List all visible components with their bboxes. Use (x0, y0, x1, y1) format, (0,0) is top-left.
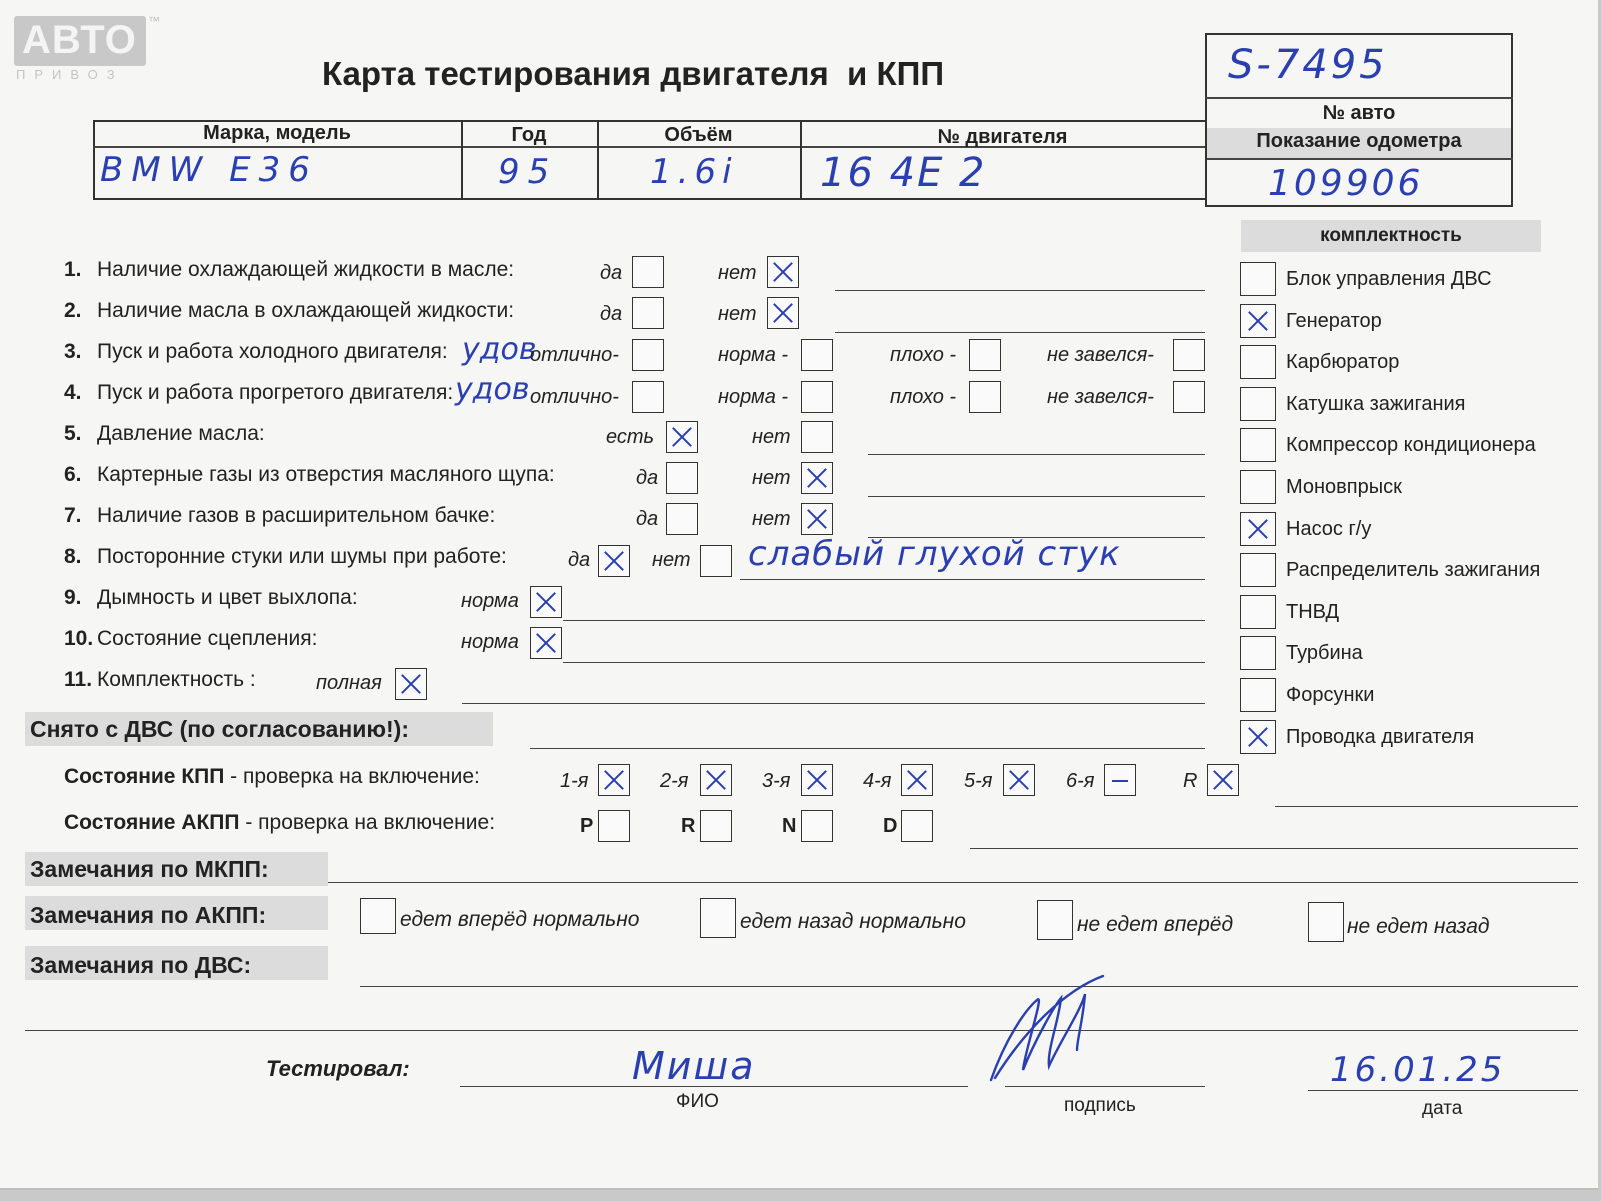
check-4-opt-4: не завелся- (1047, 386, 1154, 408)
tested-by-label: Тестировал: (266, 1056, 410, 1081)
check-1-box-b[interactable] (767, 256, 799, 288)
year-value: 95 (498, 152, 558, 192)
check-11-box-a[interactable] (395, 668, 427, 700)
check-1-label: Наличие охлаждающей жидкости в масле: (97, 258, 515, 281)
check-3-box-3[interactable] (969, 339, 1001, 371)
check-mark-icon (530, 586, 562, 618)
check-7-number: 7. (64, 504, 82, 527)
mkpp-remarks-label: Замечания по МКПП: (30, 856, 269, 882)
akpp-opt-4-box[interactable] (1308, 902, 1344, 942)
check-9-number: 9. (64, 586, 82, 609)
check-1-box-a[interactable] (632, 256, 664, 288)
check-3-number: 3. (64, 340, 82, 363)
check-1-opt-b: нет (718, 262, 757, 284)
check-mark-icon (767, 297, 799, 329)
check-3-opt-2: норма - (718, 344, 789, 366)
check-mark-icon (700, 764, 732, 796)
check-3-opt-4: не завелся- (1047, 344, 1154, 366)
watermark-sub: ПРИВОЗ (16, 67, 124, 82)
gear-6-label: 6-я (1066, 770, 1095, 792)
completeness-label-1: Блок управления ДВС (1286, 268, 1492, 290)
gear-6-box[interactable] (1104, 764, 1136, 796)
mode-n-box[interactable] (801, 810, 833, 842)
mode-p-label: P (580, 815, 594, 837)
completeness-title: комплектность (1320, 225, 1462, 246)
check-5-box-a[interactable] (666, 421, 698, 453)
completeness-box-9[interactable] (1240, 595, 1276, 629)
gear-r-label: R (1183, 770, 1198, 792)
watermark-logo (14, 16, 146, 66)
check-mark-icon (598, 545, 630, 577)
fio-value: Миша (632, 1044, 756, 1088)
check-4-opt-1: отлично- (530, 386, 619, 408)
completeness-label-8: Распределитель зажигания (1286, 559, 1541, 581)
check-2-opt-b: нет (718, 303, 757, 325)
akpp-opt-3-label: не едет вперёд (1077, 913, 1234, 936)
kpp-label (64, 765, 480, 789)
kpp-label-rest: - проверка на включение: (224, 765, 480, 788)
completeness-label-12: Проводка двигателя (1286, 726, 1475, 748)
check-mark-icon (395, 668, 427, 700)
akpp-opt-4-label: не едет назад (1347, 915, 1490, 938)
gear-2-label: 2-я (660, 770, 689, 792)
check-7-opt-a: да (636, 508, 659, 530)
check-6-box-a[interactable] (666, 462, 698, 494)
completeness-box-1[interactable] (1240, 262, 1276, 296)
check-3-label: Пуск и работа холодного двигателя: (97, 340, 448, 363)
check-4-box-1[interactable] (632, 381, 664, 413)
check-3-box-2[interactable] (801, 339, 833, 371)
page-title: Карта тестирования двигателя и КПП (322, 55, 945, 92)
check-6-opt-a: да (636, 467, 659, 489)
check-mark-icon (530, 627, 562, 659)
engine-value: 16 4E 2 (820, 150, 987, 196)
gear-3-box[interactable] (801, 764, 833, 796)
signature-caption: подпись (1064, 1095, 1136, 1116)
signature-icon (985, 970, 1125, 1090)
gear-r-box[interactable] (1207, 764, 1239, 796)
check-mark-icon (1242, 305, 1274, 337)
odometer-value: 109906 (1268, 163, 1424, 204)
auto-number-label: № авто (1322, 102, 1396, 124)
date-value: 16.01.25 (1330, 1050, 1506, 1090)
mode-p-box[interactable] (598, 810, 630, 842)
gear-1-box[interactable] (598, 764, 630, 796)
check-5-number: 5. (64, 422, 82, 445)
check-11-opt-a: полная (316, 672, 382, 694)
mode-d-box[interactable] (901, 810, 933, 842)
check-3-box-4[interactable] (1173, 339, 1205, 371)
check-4-box-2[interactable] (801, 381, 833, 413)
completeness-box-7[interactable] (1240, 512, 1276, 546)
akpp-opt-2-box[interactable] (700, 898, 736, 938)
akpp-label-rest: - проверка на включение: (239, 811, 496, 834)
akpp-opt-3-box[interactable] (1037, 900, 1073, 940)
removed-label: Снято с ДВС (по согласованию!): (30, 716, 409, 742)
check-3-opt-1: отлично- (530, 344, 619, 366)
check-2-box-a[interactable] (632, 297, 664, 329)
check-2-number: 2. (64, 299, 82, 322)
check-2-opt-a: да (600, 303, 623, 325)
check-mark-icon (767, 256, 799, 288)
completeness-box-2[interactable] (1240, 304, 1276, 338)
check-2-box-b[interactable] (767, 297, 799, 329)
check-mark-icon (801, 462, 833, 494)
gear-5-label: 5-я (964, 770, 993, 792)
odometer-label: Показание одометра (1256, 130, 1462, 152)
watermark-tm: ™ (148, 14, 160, 28)
check-5-box-b[interactable] (801, 421, 833, 453)
kpp-label-bold: Состояние КПП (64, 765, 225, 788)
check-4-number: 4. (64, 381, 82, 404)
check-10-opt-a: норма (461, 631, 519, 653)
gear-4-label: 4-я (863, 770, 892, 792)
fio-caption: ФИО (676, 1091, 719, 1112)
date-caption: дата (1422, 1098, 1463, 1119)
check-8-label: Посторонние стуки или шумы при работе: (97, 545, 507, 568)
model-header: Марка, модель (203, 122, 351, 144)
check-8-box-b[interactable] (700, 545, 732, 577)
akpp-opt-2-label: едет назад нормально (740, 910, 966, 933)
akpp-opt-1-box[interactable] (360, 898, 396, 934)
completeness-box-10[interactable] (1240, 636, 1276, 670)
auto-number-value: S-7495 (1228, 42, 1388, 88)
completeness-label-3: Карбюратор (1286, 351, 1400, 373)
year-header: Год (511, 124, 547, 146)
akpp-opt-1-label: едет вперёд нормально (400, 908, 640, 931)
check-4-note: удов (455, 372, 530, 407)
completeness-box-3[interactable] (1240, 345, 1276, 379)
check-3-note: удов (462, 332, 537, 367)
check-8-opt-a: да (568, 549, 591, 571)
dash-mark-icon (1104, 764, 1136, 796)
check-mark-icon (1003, 764, 1035, 796)
mode-r-label: R (681, 815, 696, 837)
check-mark-icon (1242, 513, 1274, 545)
check-3-opt-3: плохо - (890, 344, 957, 366)
check-8-opt-b: нет (652, 549, 691, 571)
check-5-label: Давление масла: (97, 422, 265, 445)
completeness-label-7: Насос г/у (1286, 518, 1372, 540)
check-5-opt-a: есть (606, 426, 655, 448)
check-4-box-4[interactable] (1173, 381, 1205, 413)
engine-header: № двигателя (937, 126, 1068, 148)
gear-1-label: 1-я (560, 770, 589, 792)
check-7-box-a[interactable] (666, 503, 698, 535)
akpp-remarks-label: Замечания по АКПП: (30, 902, 267, 928)
akpp-label-bold: Состояние АКПП (64, 811, 240, 834)
check-11-label: Комплектность : (97, 668, 256, 691)
check-8-number: 8. (64, 545, 82, 568)
check-7-label: Наличие газов в расширительном бачке: (97, 504, 496, 527)
check-1-number: 1. (64, 258, 82, 281)
check-10-number: 10. (64, 627, 94, 650)
completeness-box-4[interactable] (1240, 387, 1276, 421)
check-9-box-a[interactable] (530, 586, 562, 618)
completeness-box-5[interactable] (1240, 428, 1276, 462)
dvs-remarks-label: Замечания по ДВС: (30, 952, 252, 978)
check-1-opt-a: да (600, 262, 623, 284)
check-4-opt-3: плохо - (890, 386, 957, 408)
check-9-opt-a: норма (461, 590, 519, 612)
check-10-box-a[interactable] (530, 627, 562, 659)
check-mark-icon (598, 764, 630, 796)
check-10-label: Состояние сцепления: (97, 627, 318, 650)
check-6-opt-b: нет (752, 467, 791, 489)
completeness-label-9: ТНВД (1286, 601, 1340, 623)
watermark-brand: АВТО (22, 18, 137, 62)
gear-5-box[interactable] (1003, 764, 1035, 796)
akpp-label (64, 811, 495, 835)
check-2-label: Наличие масла в охлаждающей жидкости: (97, 299, 515, 322)
completeness-box-11[interactable] (1240, 678, 1276, 712)
check-mark-icon (666, 421, 698, 453)
check-7-opt-b: нет (752, 508, 791, 530)
gear-4-box[interactable] (901, 764, 933, 796)
model-value: BMW E36 (100, 150, 318, 190)
volume-value: 1.6i (650, 152, 738, 192)
check-mark-icon (901, 764, 933, 796)
check-mark-icon (1242, 721, 1274, 753)
check-11-number: 11. (64, 668, 93, 691)
check-4-box-3[interactable] (969, 381, 1001, 413)
mode-r-box[interactable] (700, 810, 732, 842)
check-9-label: Дымность и цвет выхлопа: (97, 586, 358, 609)
check-8-box-a[interactable] (598, 545, 630, 577)
mode-d-label: D (883, 815, 898, 837)
check-6-number: 6. (64, 463, 82, 486)
gear-2-box[interactable] (700, 764, 732, 796)
check-3-box-1[interactable] (632, 339, 664, 371)
check-5-opt-b: нет (752, 426, 791, 448)
check-mark-icon (1207, 764, 1239, 796)
completeness-box-8[interactable] (1240, 553, 1276, 587)
completeness-label-4: Катушка зажигания (1286, 393, 1466, 415)
check-8-note: слабый глухой стук (748, 534, 1121, 574)
completeness-box-6[interactable] (1240, 470, 1276, 504)
check-mark-icon (801, 503, 833, 535)
completeness-label-6: Моновпрыск (1286, 476, 1402, 498)
completeness-label-2: Генератор (1286, 310, 1382, 332)
volume-header: Объём (664, 124, 733, 146)
check-mark-icon (801, 764, 833, 796)
check-6-label: Картерные газы из отверстия масляного щупа: (97, 463, 555, 486)
check-6-box-b[interactable] (801, 462, 833, 494)
completeness-box-12[interactable] (1240, 720, 1276, 754)
check-4-label: Пуск и работа прогретого двигателя: (97, 381, 454, 404)
completeness-label-11: Форсунки (1286, 684, 1375, 706)
check-4-opt-2: норма - (718, 386, 789, 408)
gear-3-label: 3-я (762, 770, 791, 792)
mode-n-label: N (782, 815, 797, 837)
completeness-label-5: Компрессор кондиционера (1286, 434, 1536, 456)
check-7-box-b[interactable] (801, 503, 833, 535)
completeness-label-10: Турбина (1286, 642, 1363, 664)
